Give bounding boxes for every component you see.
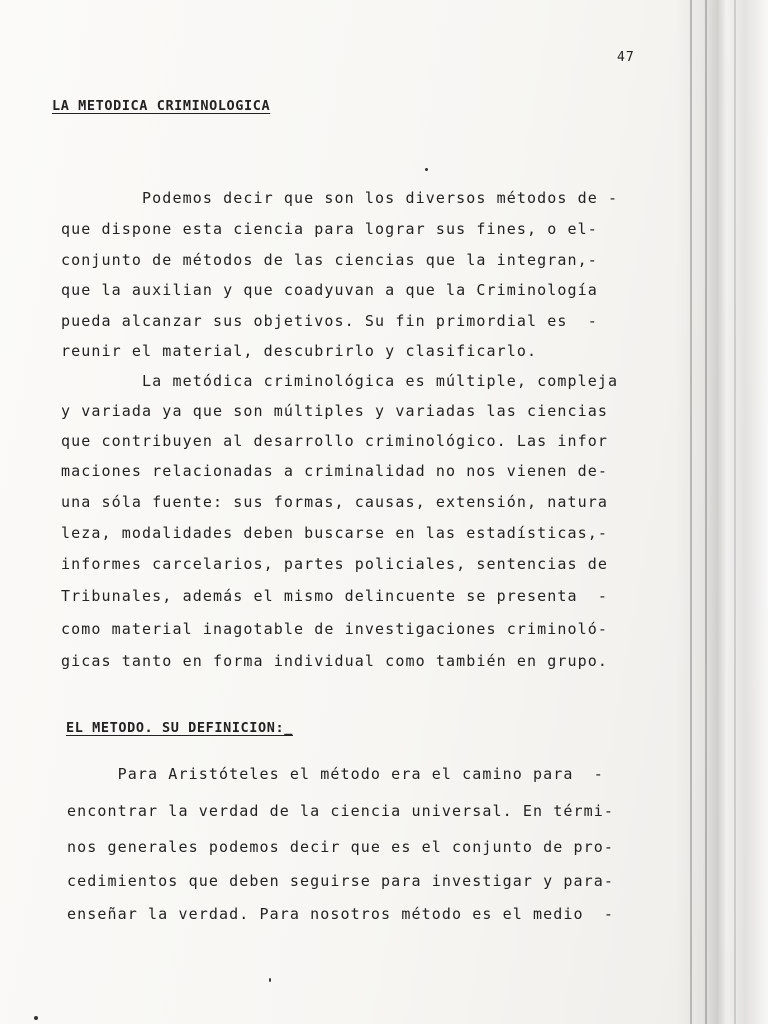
paragraph-line: enseñar la verdad. Para nosotros método es el medio - <box>67 905 615 923</box>
paragraph-line: conjunto de métodos de las ciencias que la integran,- <box>61 251 598 269</box>
paragraph-line: Tribunales, además el mismo delincuente se presenta - <box>61 587 609 605</box>
paragraph-line: reunir el material, descubrirlo y clasificarlo. <box>61 342 538 360</box>
paragraph-line: cedimientos que deben seguirse para investigar y para- <box>67 872 615 890</box>
paragraph-line: encontrar la verdad de la ciencia universal. En térmi- <box>67 802 615 820</box>
paragraph-line: que la auxilian y que coadyuvan a que la Criminología <box>61 281 598 299</box>
section-heading-metodo: EL METODO. SU DEFINICION:_ <box>66 720 293 736</box>
paragraph-line: informes carcelarios, partes policiales, sentencias de <box>61 555 609 573</box>
paragraph-line: Podemos decir que son los diversos métodos de - <box>61 189 619 207</box>
paragraph-line: gicas tanto en forma individual como también en grupo. <box>61 652 609 670</box>
section-heading-metodica: LA METODICA CRIMINOLOGICA <box>52 98 271 114</box>
paragraph-line: pueda alcanzar sus objetivos. Su fin primordial es - <box>61 312 598 330</box>
paragraph-line: La metódica criminológica es múltiple, compleja <box>61 372 619 390</box>
binding-edge-line <box>690 0 692 1024</box>
paragraph-line: nos generales podemos decir que es el conjunto de pro- <box>67 838 615 856</box>
paragraph-line: Para Aristóteles el método era el camino para - <box>67 765 604 783</box>
paragraph-line: que contribuyen al desarrollo criminológico. Las infor <box>61 432 609 450</box>
paragraph-line: una sóla fuente: sus formas, causas, extensión, natura <box>61 493 609 511</box>
page-number: 47 <box>617 50 635 65</box>
paragraph-line: y variada ya que son múltiples y variadas las ciencias <box>61 402 609 420</box>
ink-speck <box>269 978 271 982</box>
paragraph-line: como material inagotable de investigaciones criminoló- <box>61 620 609 638</box>
paragraph-line: maciones relacionadas a criminalidad no nos vienen de- <box>61 462 609 480</box>
paragraph-line: que dispone esta ciencia para lograr sus fines, o el- <box>61 220 598 238</box>
binding-edge-line <box>734 0 736 1024</box>
binding-edge-line <box>705 0 707 1024</box>
ink-speck <box>34 1016 38 1020</box>
paragraph-line: leza, modalidades deben buscarse en las estadísticas,- <box>61 524 609 542</box>
ink-speck <box>425 168 428 171</box>
